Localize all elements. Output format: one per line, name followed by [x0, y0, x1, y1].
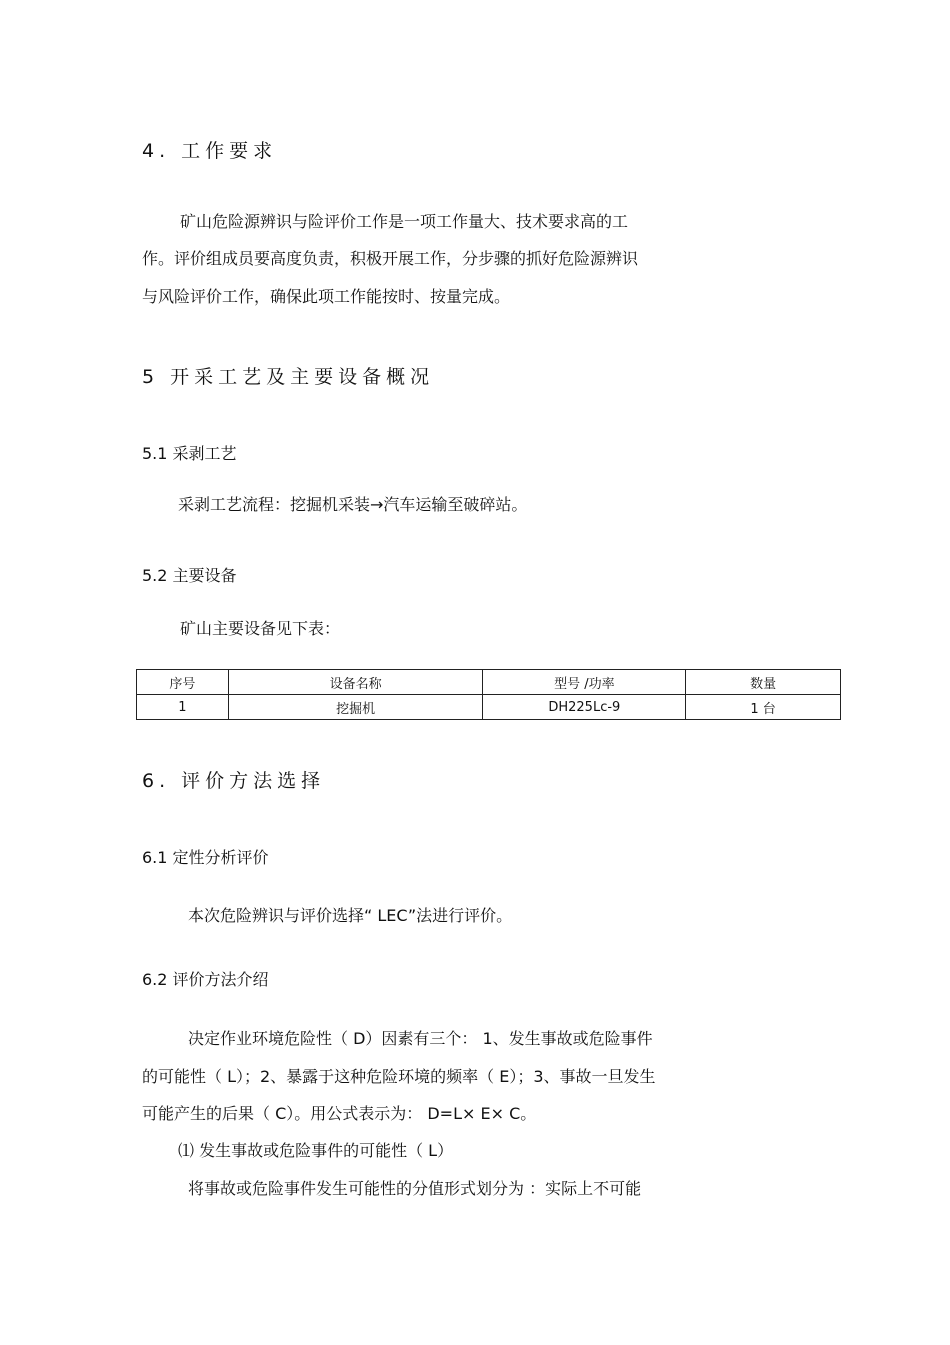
table-header-cell: 数量 — [686, 670, 841, 695]
table-cell: 挖掘机 — [228, 695, 483, 720]
table-header-row — [137, 670, 841, 695]
section-6-2-paragraph-line-3: 可能产生的后果（ C）。用公式表示为： D=L× E× C。 — [142, 1104, 537, 1123]
table-row — [137, 695, 841, 720]
table-header-cell: 序号 — [137, 670, 229, 695]
section-6-2-paragraph-line-1: 决定作业环境危险性（ D）因素有三个： 1、发生事故或危险事件 — [188, 1029, 653, 1048]
table-cell: 1 — [137, 695, 229, 720]
section-6-heading: 6. 评价方法选择 — [142, 770, 326, 792]
section-4-paragraph-line-2: 作。评价组成员要高度负责，积极开展工作，分步骤的抓好危险源辨识 — [142, 249, 639, 268]
section-5-2-paragraph: 矿山主要设备见下表： — [180, 619, 341, 638]
section-4-paragraph-line-3: 与风险评价工作，确保此项工作能按时、按量完成。 — [142, 287, 511, 306]
section-5-1-heading: 5.1 采剥工艺 — [142, 444, 237, 463]
section-6-2-item-1-paragraph: 将事故或危险事件发生可能性的分值形式划分为 ：实际上不可能 — [188, 1179, 642, 1198]
table-cell: DH225Lc-9 — [483, 695, 686, 720]
table-header-cell: 设备名称 — [228, 670, 483, 695]
section-6-2-paragraph-line-2: 的可能性（ L）；2、暴露于这种危险环境的频率（ E）；3、事故一旦发生 — [142, 1067, 656, 1086]
section-6-1-paragraph: 本次危险辨识与评价选择“ LEC”法进行评价。 — [188, 906, 513, 925]
equipment-table — [136, 669, 841, 720]
table-cell: 1 台 — [686, 695, 841, 720]
section-6-2-item-1: ⑴ 发生事故或危险事件的可能性（ L） — [178, 1141, 454, 1160]
section-4-paragraph-line-1: 矿山危险源辨识与险评价工作是一项工作量大、技术要求高的工 — [180, 212, 629, 231]
table-header-cell: 型号 /功率 — [483, 670, 686, 695]
section-5-heading: 5 开采工艺及主要设备概况 — [142, 366, 435, 388]
section-4-heading: 4. 工作要求 — [142, 140, 278, 162]
section-6-2-heading: 6.2 评价方法介绍 — [142, 970, 269, 989]
section-6-1-heading: 6.1 定性分析评价 — [142, 848, 269, 867]
section-5-2-heading: 5.2 主要设备 — [142, 566, 237, 585]
section-5-1-paragraph: 采剥工艺流程：挖掘机采装→汽车运输至破碎站。 — [178, 495, 528, 514]
